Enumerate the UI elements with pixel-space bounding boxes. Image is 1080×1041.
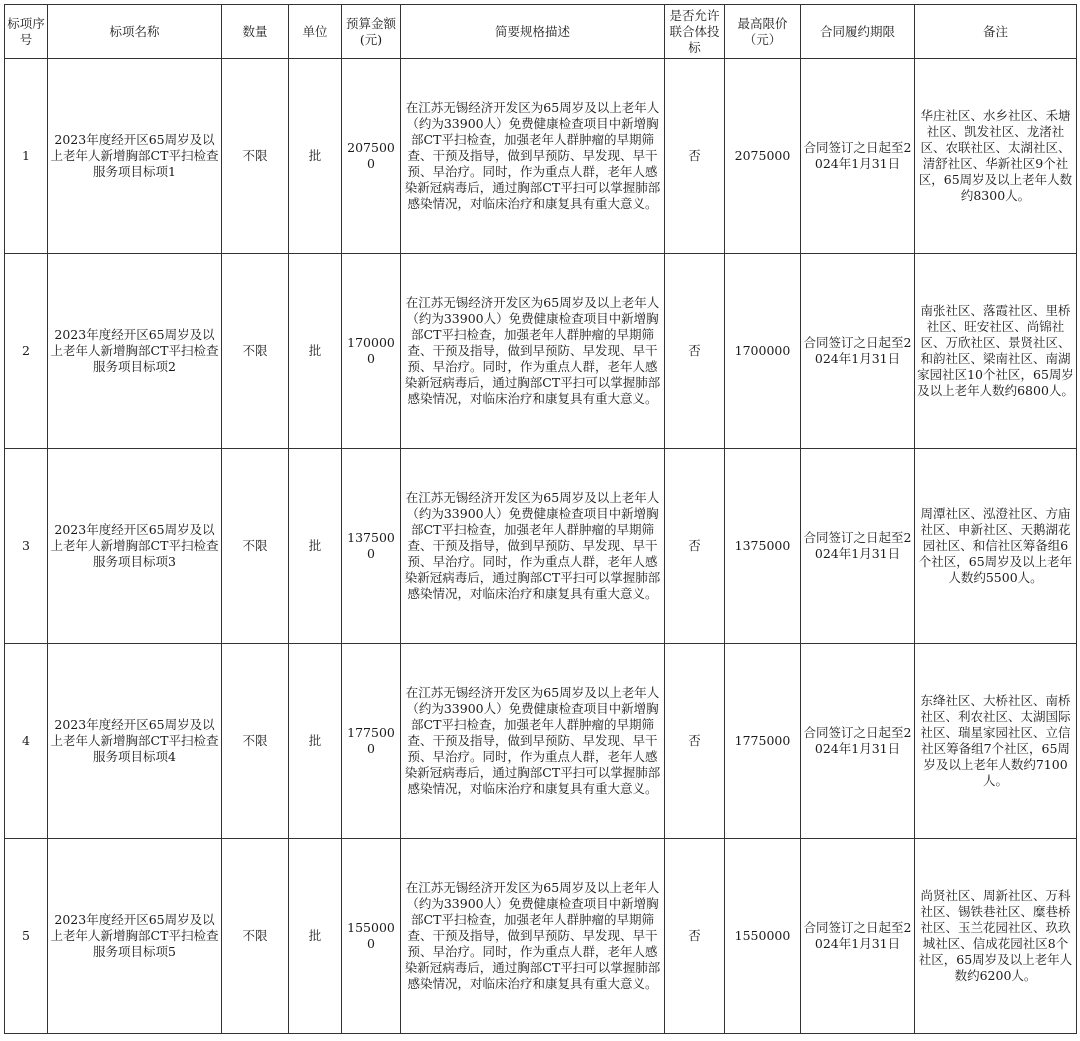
cell-budget: 1775000 bbox=[342, 644, 401, 839]
cell-unit: 批 bbox=[289, 59, 342, 254]
cell-max-price: 1375000 bbox=[725, 449, 801, 644]
cell-joint: 否 bbox=[665, 254, 725, 449]
table-row bbox=[5, 254, 1077, 449]
cell-qty: 不限 bbox=[222, 839, 289, 1034]
cell-unit: 批 bbox=[289, 644, 342, 839]
cell-desc: 在江苏无锡经济开发区为65周岁及以上老年人（约为33900人）免费健康检查项目中新增胸部CT平扫检查，加强老年人群肿瘤的早期筛查、干预及指导，做到早预防、早发现、早干预、早治疗。同时，作为重点人群，老年人感染新冠病毒后，通过胸部CT平扫可以掌握肺部感染情况，对临床治疗和康复具有重大意义。 bbox=[401, 254, 665, 449]
header-qty: 数量 bbox=[222, 5, 289, 59]
cell-period: 合同签订之日起至2024年1月31日 bbox=[801, 59, 915, 254]
cell-budget: 1375000 bbox=[342, 449, 401, 644]
bid-items-table bbox=[4, 4, 1077, 1034]
cell-max-price: 1550000 bbox=[725, 839, 801, 1034]
table-row bbox=[5, 644, 1077, 839]
table-row bbox=[5, 839, 1077, 1034]
cell-note: 南张社区、落霞社区、里桥社区、旺安社区、尚锦社区、万欣社区、景贤社区、和韵社区、梁南社区、南湖家园社区10个社区，65周岁及以上老年人数约6800人。 bbox=[915, 254, 1077, 449]
cell-note: 东绛社区、大桥社区、南桥社区、利农社区、太湖国际社区、瑞星家园社区、立信社区筹备组7个社区，65周岁及以上老年人数约7100人。 bbox=[915, 644, 1077, 839]
cell-seq: 1 bbox=[5, 59, 48, 254]
cell-max-price: 2075000 bbox=[725, 59, 801, 254]
cell-desc: 在江苏无锡经济开发区为65周岁及以上老年人（约为33900人）免费健康检查项目中新增胸部CT平扫检查，加强老年人群肿瘤的早期筛查、干预及指导，做到早预防、早发现、早干预、早治疗。同时，作为重点人群，老年人感染新冠病毒后，通过胸部CT平扫可以掌握肺部感染情况，对临床治疗和康复具有重大意义。 bbox=[401, 644, 665, 839]
header-note: 备注 bbox=[915, 5, 1077, 59]
cell-period: 合同签订之日起至2024年1月31日 bbox=[801, 839, 915, 1034]
cell-max-price: 1700000 bbox=[725, 254, 801, 449]
cell-seq: 4 bbox=[5, 644, 48, 839]
cell-qty: 不限 bbox=[222, 59, 289, 254]
cell-joint: 否 bbox=[665, 59, 725, 254]
header-unit: 单位 bbox=[289, 5, 342, 59]
header-max-price: 最高限价（元） bbox=[725, 5, 801, 59]
cell-max-price: 1775000 bbox=[725, 644, 801, 839]
cell-note: 周潭社区、泓澄社区、方庙社区、申新社区、天鹅湖花园社区、和信社区筹备组6个社区，65周岁及以上老年人数约5500人。 bbox=[915, 449, 1077, 644]
cell-period: 合同签订之日起至2024年1月31日 bbox=[801, 254, 915, 449]
cell-note: 华庄社区、水乡社区、禾塘社区、凯发社区、龙渚社区、农联社区、太湖社区、清舒社区、华新社区9个社区，65周岁及以上老年人数约8300人。 bbox=[915, 59, 1077, 254]
header-desc: 简要规格描述 bbox=[401, 5, 665, 59]
header-name: 标项名称 bbox=[48, 5, 222, 59]
cell-joint: 否 bbox=[665, 644, 725, 839]
cell-name: 2023年度经开区65周岁及以上老年人新增胸部CT平扫检查服务项目标项3 bbox=[48, 449, 222, 644]
cell-joint: 否 bbox=[665, 449, 725, 644]
cell-joint: 否 bbox=[665, 839, 725, 1034]
cell-seq: 2 bbox=[5, 254, 48, 449]
cell-desc: 在江苏无锡经济开发区为65周岁及以上老年人（约为33900人）免费健康检查项目中新增胸部CT平扫检查，加强老年人群肿瘤的早期筛查、干预及指导，做到早预防、早发现、早干预、早治疗。同时，作为重点人群，老年人感染新冠病毒后，通过胸部CT平扫可以掌握肺部感染情况，对临床治疗和康复具有重大意义。 bbox=[401, 839, 665, 1034]
cell-budget: 1700000 bbox=[342, 254, 401, 449]
cell-name: 2023年度经开区65周岁及以上老年人新增胸部CT平扫检查服务项目标项2 bbox=[48, 254, 222, 449]
cell-unit: 批 bbox=[289, 449, 342, 644]
cell-note: 尚贤社区、周新社区、万科社区、锡铁巷社区、糜巷桥社区、玉兰花园社区、玖玖城社区、信成花园社区8个社区，65周岁及以上老年人数约6200人。 bbox=[915, 839, 1077, 1034]
table-row bbox=[5, 59, 1077, 254]
cell-budget: 2075000 bbox=[342, 59, 401, 254]
header-joint: 是否允许联合体投标 bbox=[665, 5, 725, 59]
cell-seq: 5 bbox=[5, 839, 48, 1034]
table-row bbox=[5, 449, 1077, 644]
cell-qty: 不限 bbox=[222, 449, 289, 644]
cell-name: 2023年度经开区65周岁及以上老年人新增胸部CT平扫检查服务项目标项1 bbox=[48, 59, 222, 254]
cell-unit: 批 bbox=[289, 254, 342, 449]
cell-name: 2023年度经开区65周岁及以上老年人新增胸部CT平扫检查服务项目标项4 bbox=[48, 644, 222, 839]
header-budget: 预算金额(元) bbox=[342, 5, 401, 59]
header-seq: 标项序号 bbox=[5, 5, 48, 59]
cell-qty: 不限 bbox=[222, 644, 289, 839]
header-row bbox=[5, 5, 1077, 59]
cell-seq: 3 bbox=[5, 449, 48, 644]
cell-period: 合同签订之日起至2024年1月31日 bbox=[801, 644, 915, 839]
cell-qty: 不限 bbox=[222, 254, 289, 449]
cell-desc: 在江苏无锡经济开发区为65周岁及以上老年人（约为33900人）免费健康检查项目中新增胸部CT平扫检查，加强老年人群肿瘤的早期筛查、干预及指导，做到早预防、早发现、早干预、早治疗。同时，作为重点人群，老年人感染新冠病毒后，通过胸部CT平扫可以掌握肺部感染情况，对临床治疗和康复具有重大意义。 bbox=[401, 59, 665, 254]
cell-desc: 在江苏无锡经济开发区为65周岁及以上老年人（约为33900人）免费健康检查项目中新增胸部CT平扫检查，加强老年人群肿瘤的早期筛查、干预及指导，做到早预防、早发现、早干预、早治疗。同时，作为重点人群，老年人感染新冠病毒后，通过胸部CT平扫可以掌握肺部感染情况，对临床治疗和康复具有重大意义。 bbox=[401, 449, 665, 644]
header-period: 合同履约期限 bbox=[801, 5, 915, 59]
cell-budget: 1550000 bbox=[342, 839, 401, 1034]
cell-unit: 批 bbox=[289, 839, 342, 1034]
cell-name: 2023年度经开区65周岁及以上老年人新增胸部CT平扫检查服务项目标项5 bbox=[48, 839, 222, 1034]
cell-period: 合同签订之日起至2024年1月31日 bbox=[801, 449, 915, 644]
